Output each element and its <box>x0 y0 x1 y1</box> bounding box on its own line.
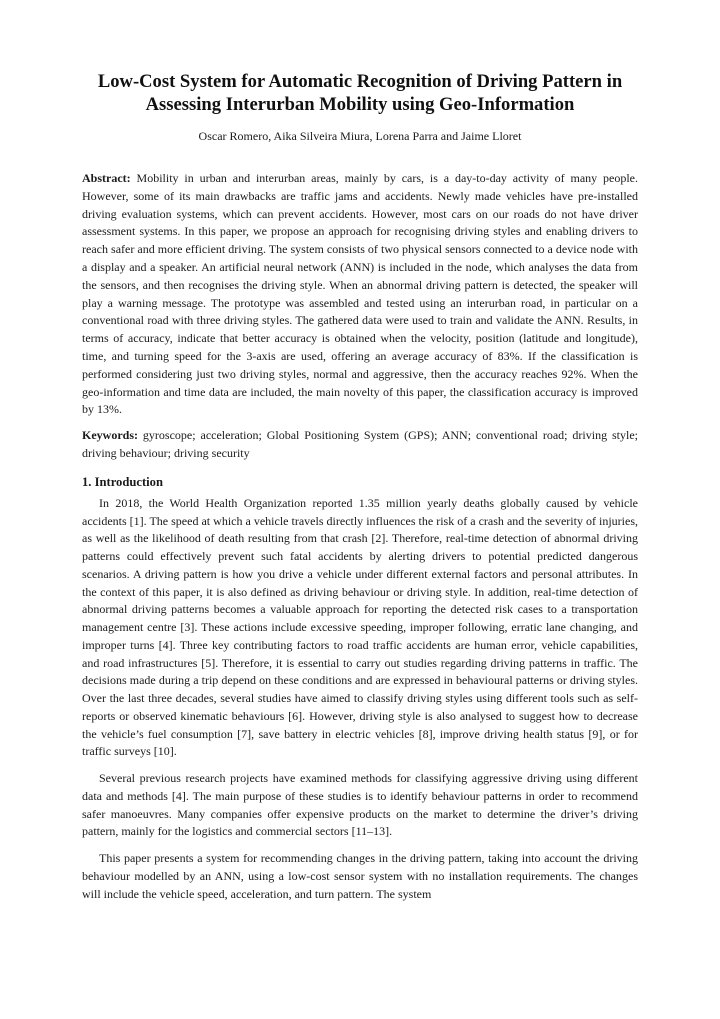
keywords-text: gyroscope; acceleration; Global Positioning System (GPS); ANN; conventional road; driving style; driving behaviour; driving security <box>82 428 638 460</box>
keywords <box>82 427 638 463</box>
author-list: Oscar Romero, Aika Silveira Miura, Lorena Parra and Jaime Lloret <box>198 129 522 143</box>
body-paragraph: This paper presents a system for recommending changes in the driving pattern, taking into account the driving behaviour modelled by an ANN, using a low-cost sensor system with no installation requirements. The changes will include the vehicle speed, acceleration, and turn pattern. The system <box>82 851 638 901</box>
paper-title: Low-Cost System for Automatic Recognition of Driving Pattern in Assessing Interurban Mobility using Geo-Information <box>97 71 623 115</box>
body-paragraph: In 2018, the World Health Organization reported 1.35 million yearly deaths globally caused by vehicle accidents [1]. The speed at which a vehicle travels directly influences the risk of a crash and the severity of injuries, as well as the likelihood of death resulting from that crash [2]. Therefore, real-time detection of abnormal driving patterns could effectively prevent such fatal accidents by alerting drivers to potential predicted dangerous scenarios. A driving pattern is how you drive a vehicle under different external factors and personal attributes. In the context of this paper, it is also defined as driving behaviour or driving style. In addition, real-time detection of abnormal driving patterns becomes a valuable approach for reporting the detected risk cases to a transportation management centre [3]. These actions include excessive speeding, improper following, erratic lane changing, and improper turns [4]. Three key contributing factors to road traffic accidents are human error, vehicle capabilities, and road infrastructures [5]. Therefore, it is essential to carry out studies regarding driving patterns in traffic. The decisions made during a trip depend on these conditions and are expressed in behavioural patterns or driving styles. Over the last three decades, several studies have aimed to classify driving styles using different tools such as self-reports or observed kinematic behaviours [6]. However, driving style is also analysed to suggest how to decrease the vehicle’s fuel consumption [7], save battery in electric vehicles [8], improve driving health status [9], or for traffic surveys [10]. <box>82 495 638 759</box>
body-paragraph: Several previous research projects have examined methods for classifying aggressive driving using different data and methods [4]. The main purpose of these studies is to identify behaviour patterns in order to recommend safer manoeuvres. Many companies offer expensive products on the market to determine the driver’s driving pattern, mainly for the logistics and commercial sectors [11–13]. <box>82 771 638 839</box>
abstract <box>82 170 638 419</box>
abstract-label: Abstract: <box>82 171 131 185</box>
abstract-text: Mobility in urban and interurban areas, mainly by cars, is a day-to-day activity of many people. However, some of its main drawbacks are traffic jams and accidents. Newly made vehicles have pre-installed driving evaluation systems, which can prevent accidents. However, most cars on our roads do not have driver assessment systems. In this paper, we propose an approach for recognising driving styles and enabling drivers to reach safer and more efficient driving. The system consists of two physical sensors connected to a device node with a display and a speaker. An artificial neural network (ANN) is included in the node, which analyses the data from the sensors, and then recognises the driving style. When an abnormal driving pattern is detected, the speaker will play a warning message. The prototype was assembled and tested using an interurban road, in particular on a conventional road with three driving styles. The gathered data were used to train and validate the ANN. Results, in terms of accuracy, indicate that better accuracy is obtained when the velocity, position (latitude and longitude), time, and turning speed for the 3-axis are used, offering an average accuracy of 83%. If the classification is performed considering just two driving styles, normal and aggressive, then the accuracy reaches 92%. When the geo-information and time data are included, the main novelty of this paper, the classification accuracy is improved by 13%. <box>82 171 639 417</box>
section-heading-introduction: 1. Introduction <box>82 474 163 489</box>
keywords-label: Keywords: <box>82 428 138 443</box>
